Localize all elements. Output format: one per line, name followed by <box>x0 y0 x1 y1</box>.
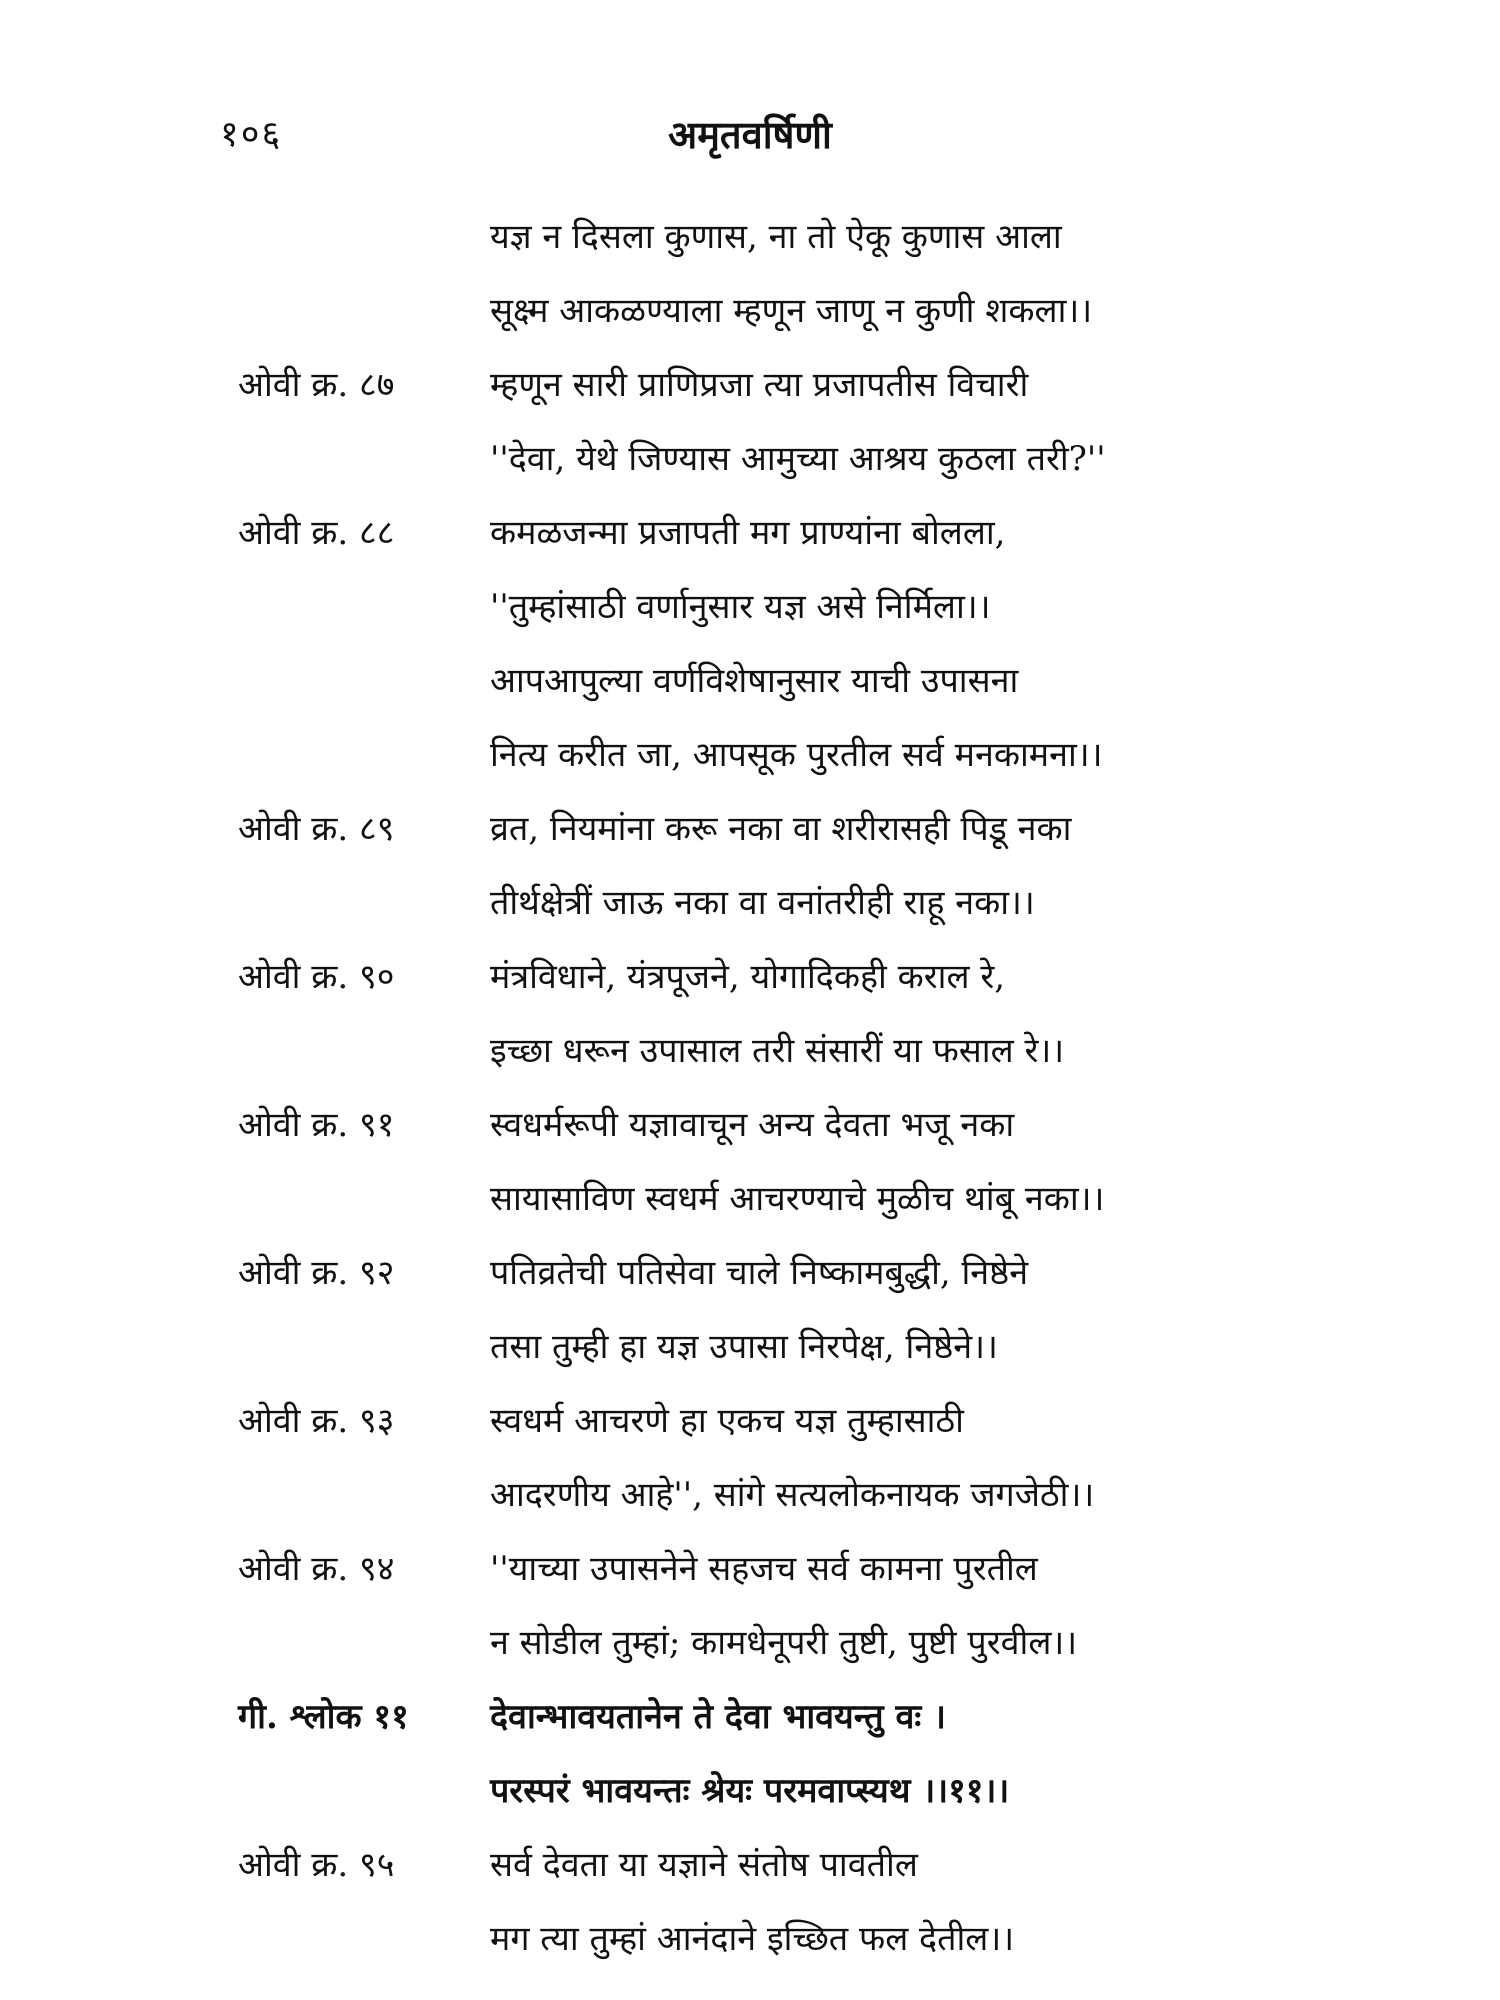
verse-line: ''देवा, येथे जिण्यास आमुच्या आश्रय कुठला तरी?'' <box>490 439 1106 479</box>
verse-lines <box>490 1088 1450 1236</box>
verse-line: म्हणून सारी प्राणिप्रजा त्या प्रजापतीस विचारी <box>490 365 1029 405</box>
ovi-block <box>0 348 1500 496</box>
ovi-label: ओवी क्र. ९४ <box>238 1549 395 1589</box>
verse-line: मग त्या तुम्हां आनंदाने इच्छित फल देतील।। <box>490 1919 1015 1959</box>
ovi-block <box>0 792 1500 940</box>
verse-lines <box>490 496 1450 792</box>
ovi-block <box>0 940 1500 1088</box>
verse-line: पतिव्रतेची पतिसेवा चाले निष्कामबुद्धी, निष्ठेने <box>490 1253 1029 1293</box>
verse-line: परस्परं भावयन्तः श्रेयः परमवाप्स्यथ ।।११।। <box>490 1771 1010 1811</box>
verse-line: स्वधर्मरूपी यज्ञावाचून अन्य देवता भजू नका <box>490 1105 1015 1145</box>
verse-line: आपआपुल्या वर्णविशेषानुसार याची उपासना <box>490 661 1019 701</box>
verse-lines <box>490 348 1450 496</box>
ovi-block <box>0 1088 1500 1236</box>
running-title: अमृतवर्षिणी <box>668 112 832 157</box>
verse-line: ''याच्या उपासनेने सहजच सर्व कामना पुरतील <box>490 1549 1038 1589</box>
ovi-label: ओवी क्र. ९२ <box>238 1253 395 1293</box>
verse-line: आदरणीय आहे'', सांगे सत्यलोकनायक जगजेठी।। <box>490 1475 1095 1515</box>
verse-lines <box>490 1828 1450 1976</box>
verse-line: सर्व देवता या यज्ञाने संतोष पावतील <box>490 1845 918 1885</box>
verse-lines <box>490 1236 1450 1384</box>
verse-line: तीर्थक्षेत्रीं जाऊ नका वा वनांतरीही राहू नका।। <box>490 883 1035 923</box>
ovi-label: ओवी क्र. ९० <box>238 957 395 997</box>
ovi-block <box>0 1236 1500 1384</box>
ovi-block <box>0 200 1500 348</box>
verse-line: देवान्भावयतानेन ते देवा भावयन्तु वः । <box>490 1697 946 1737</box>
ovi-block <box>0 1532 1500 1680</box>
verse-body <box>0 200 1500 1976</box>
ovi-label: ओवी क्र. ८८ <box>238 513 395 553</box>
ovi-block <box>0 1828 1500 1976</box>
page-header <box>0 108 1500 168</box>
ovi-label: ओवी क्र. ९१ <box>238 1105 395 1145</box>
verse-lines <box>490 1384 1450 1532</box>
verse-line: व्रत, नियमांना करू नका वा शरीरासही पिडू नका <box>490 809 1072 849</box>
verse-line: स्वधर्म आचरणे हा एकच यज्ञ तुम्हासाठी <box>490 1401 964 1441</box>
ovi-block <box>0 496 1500 792</box>
verse-line: सायासाविण स्वधर्म आचरण्याचे मुळीच थांबू नका।। <box>490 1179 1105 1219</box>
verse-line: नित्य करीत जा, आपसूक पुरतील सर्व मनकामना।। <box>490 735 1103 775</box>
verse-line: ''तुम्हांसाठी वर्णानुसार यज्ञ असे निर्मिला।। <box>490 587 991 627</box>
verse-line: न सोडील तुम्हां; कामधेनूपरी तुष्टी, पुष्टी पुरवील।। <box>490 1623 1078 1663</box>
verse-lines <box>490 1680 1450 1828</box>
shloka-block <box>0 1680 1500 1828</box>
ovi-label: ओवी क्र. ९३ <box>238 1401 395 1441</box>
verse-line: इच्छा धरून उपासाल तरी संसारीं या फसाल रे।। <box>490 1031 1065 1071</box>
page-number: १०६ <box>220 114 283 155</box>
verse-line: तसा तुम्ही हा यज्ञ उपासा निरपेक्ष, निष्ठेने।। <box>490 1327 998 1367</box>
verse-lines <box>490 940 1450 1088</box>
ovi-label: ओवी क्र. ८९ <box>238 809 395 849</box>
verse-lines <box>490 200 1450 348</box>
verse-line: कमळजन्मा प्रजापती मग प्राण्यांना बोलला, <box>490 513 1006 553</box>
shloka-label: गी. श्लोक ११ <box>238 1697 409 1737</box>
ovi-label: ओवी क्र. ८७ <box>238 365 395 405</box>
verse-lines <box>490 792 1450 940</box>
verse-line: यज्ञ न दिसला कुणास, ना तो ऐकू कुणास आला <box>490 217 1062 257</box>
ovi-label: ओवी क्र. ९५ <box>238 1845 395 1885</box>
verse-lines <box>490 1532 1450 1680</box>
verse-line: सूक्ष्म आकळण्याला म्हणून जाणू न कुणी शकला।। <box>490 291 1093 331</box>
verse-line: मंत्रविधाने, यंत्रपूजने, योगादिकही कराल रे, <box>490 957 1006 997</box>
ovi-block <box>0 1384 1500 1532</box>
